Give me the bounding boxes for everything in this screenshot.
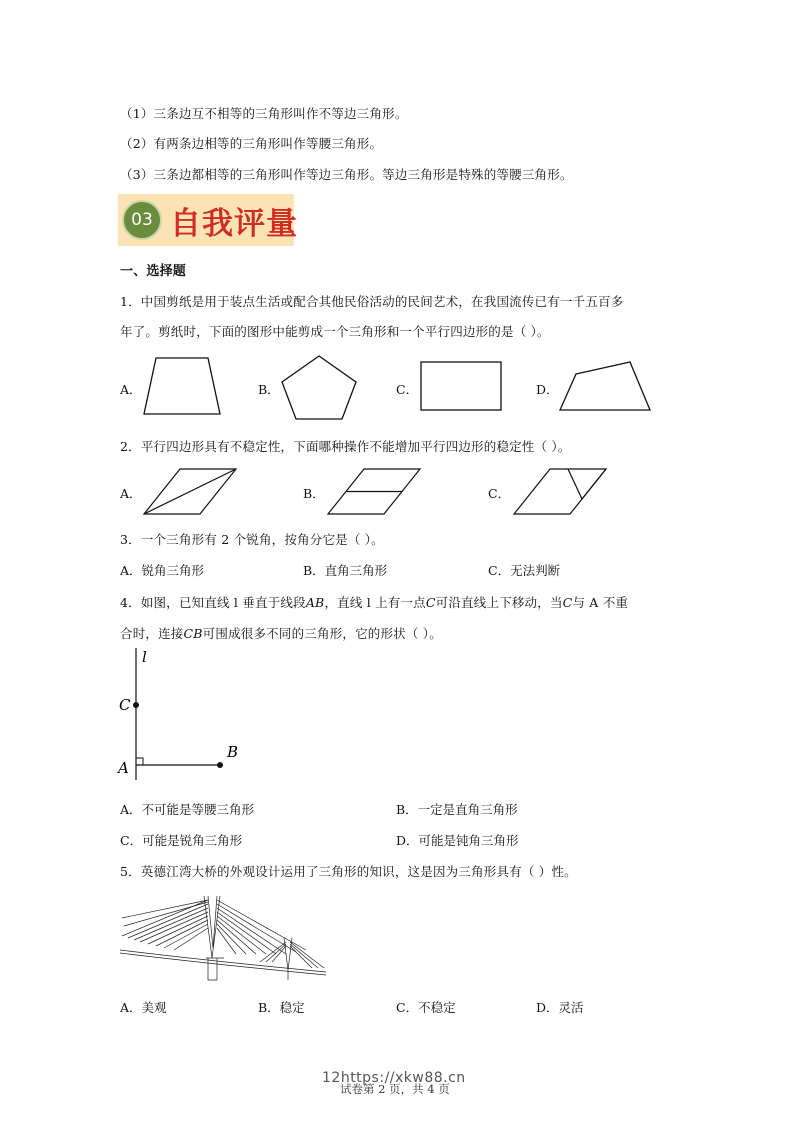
q4-segment-cb: CB bbox=[183, 626, 203, 641]
q1-text-line2: 年了。剪纸时，下面的图形中能剪成一个三角形和一个平行四边形的是（ ）。 bbox=[120, 324, 550, 339]
q5-option-c: C．不稳定 bbox=[396, 1000, 456, 1015]
q2-option-b-label: B． bbox=[303, 486, 325, 501]
q1-option-b-label: B． bbox=[258, 382, 280, 397]
section-title: 自我评量 bbox=[170, 206, 298, 242]
q4-option-b: B．一定是直角三角形 bbox=[396, 802, 518, 817]
q1-option-c-label: C． bbox=[396, 382, 419, 397]
q5-text: 5．英德江湾大桥的外观设计运用了三角形的知识，这是因为三角形具有（ ）性。 bbox=[120, 864, 577, 879]
label-l: l bbox=[142, 648, 147, 666]
q2-parallelogram-triangle-figure bbox=[510, 466, 610, 518]
part-heading: 一、选择题 bbox=[120, 264, 187, 279]
q5-option-b: B．稳定 bbox=[258, 1000, 305, 1015]
q3-option-c: C．无法判断 bbox=[488, 563, 561, 578]
label-b: B bbox=[227, 743, 239, 761]
footer-watermark-url: 12https://xkw88.cn bbox=[322, 1070, 466, 1086]
definition-2: （2）有两条边相等的三角形叫作等腰三角形。 bbox=[120, 136, 383, 151]
footer-page-number: 试卷第 2 页，共 4 页 bbox=[340, 1082, 450, 1096]
q4-option-c: C．可能是锐角三角形 bbox=[120, 833, 243, 848]
q4-text-part: 4．如图，已知直线 l 垂直于线段 bbox=[120, 595, 306, 610]
q1-option-d-label: D． bbox=[536, 382, 559, 397]
label-c: C bbox=[119, 696, 131, 714]
q3-option-a: A．锐角三角形 bbox=[120, 563, 205, 578]
q2-option-a-label: A． bbox=[120, 486, 142, 501]
section-number-badge: 03 bbox=[122, 200, 162, 240]
q4-text-line2 bbox=[120, 624, 442, 642]
q1-option-a-label: A． bbox=[120, 382, 142, 397]
q1-pentagon-figure bbox=[278, 352, 362, 424]
definition-1: （1）三条边互不相等的三角形叫作不等边三角形。 bbox=[120, 106, 408, 121]
section-banner bbox=[118, 194, 298, 246]
q1-trapezoid-figure bbox=[140, 354, 230, 418]
q5-option-d: D．灵活 bbox=[536, 1000, 584, 1015]
bridge-illustration bbox=[120, 888, 326, 984]
q1-quadrilateral-figure bbox=[556, 358, 656, 416]
label-a: A bbox=[118, 759, 129, 777]
q4-text-part: 可沿直线上下移动，当 bbox=[435, 595, 563, 610]
q4-text-part: 可围成很多不同的三角形，它的形状（ ）。 bbox=[202, 626, 442, 641]
q4-text-part: 与 A 不重 bbox=[572, 595, 629, 610]
q1-text-line1: 1．中国剪纸是用于装点生活或配合其他民俗活动的民间艺术，在我国流传已有一千五百多 bbox=[120, 294, 624, 309]
q4-segment-ab: AB bbox=[305, 595, 325, 610]
q4-point-c: C bbox=[425, 595, 436, 610]
q4-text-line1 bbox=[120, 593, 628, 611]
q5-option-a: A．美观 bbox=[120, 1000, 167, 1015]
q4-option-a: A．不可能是等腰三角形 bbox=[120, 802, 255, 817]
q2-parallelogram-midline-figure bbox=[324, 466, 424, 518]
q4-text-part: 合时，连接 bbox=[120, 626, 184, 641]
q2-option-c-label: C． bbox=[488, 486, 511, 501]
q4-text-part: ，直线 l 上有一点 bbox=[324, 595, 426, 610]
point-b-dot bbox=[217, 762, 223, 768]
q3-option-b: B．直角三角形 bbox=[303, 563, 388, 578]
right-angle-mark bbox=[136, 758, 143, 765]
point-c-dot bbox=[133, 702, 139, 708]
q3-text: 3．一个三角形有 2 个锐角，按角分它是（ ）。 bbox=[120, 532, 384, 547]
definition-3: （3）三条边都相等的三角形叫作等边三角形。等边三角形是特殊的等腰三角形。 bbox=[120, 167, 573, 182]
q2-text: 2．平行四边形具有不稳定性，下面哪种操作不能增加平行四边形的稳定性（ ）。 bbox=[120, 439, 571, 454]
q4-point-c: C bbox=[562, 595, 573, 610]
q1-rectangle-figure bbox=[416, 358, 506, 414]
q4-geometry-figure bbox=[112, 644, 252, 784]
q2-parallelogram-diagonal-figure bbox=[140, 466, 240, 518]
q4-option-d: D．可能是钝角三角形 bbox=[396, 833, 519, 848]
